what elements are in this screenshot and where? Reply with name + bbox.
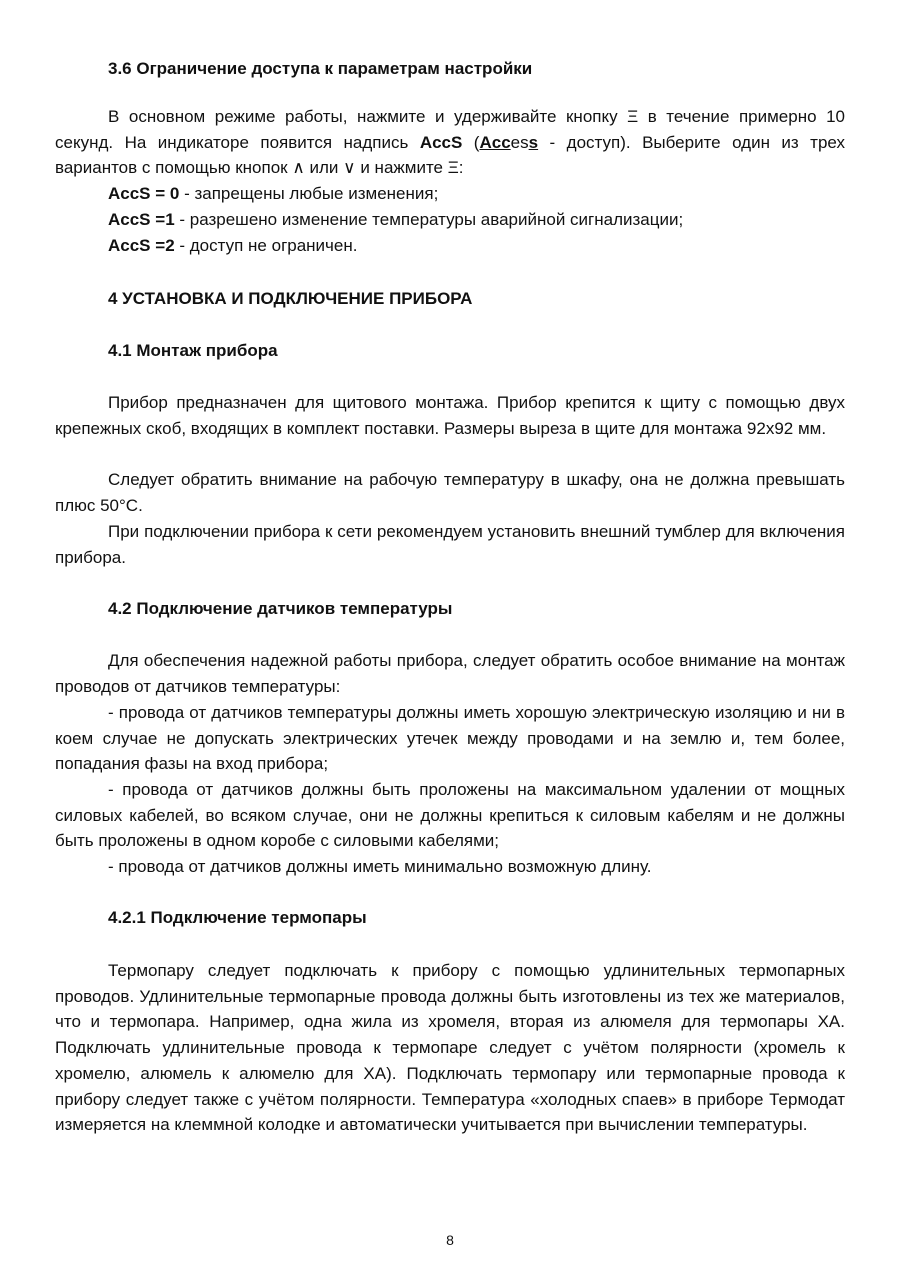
option-description: - запрещены любые изменения; xyxy=(179,184,439,203)
section-4-2-list-item-2: - провода от датчиков должны быть проложены на максимальном удалении от мощных силовых кабелей, во всяком случае, они не должны крепиться к силовым кабелям и не должны быть проложены в одном коробе с силовыми кабелями; xyxy=(55,780,845,851)
section-3-6-heading: 3.6 Ограничение доступа к параметрам настройки xyxy=(108,59,533,78)
section-4-heading: 4 УСТАНОВКА И ПОДКЛЮЧЕНИЕ ПРИБОРА xyxy=(108,289,473,308)
option-description: - разрешено изменение температуры аварийной сигнализации; xyxy=(174,210,684,229)
section-4-1-paragraph-3: При подключении прибора к сети рекомендуем установить внешний тумблер для включения прибора. xyxy=(55,522,845,567)
menu-key-symbol: Ξ xyxy=(627,107,639,126)
text-run: ( xyxy=(462,132,480,152)
option-value: 0 xyxy=(169,184,180,203)
section-4-1-paragraph-2: Следует обратить внимание на рабочую температуру в шкафу, она не должна превышать плюс 50°С. xyxy=(55,470,845,515)
text-run: - доступ). Выберите один из трех вариантов с помощью кнопок xyxy=(55,132,845,178)
accs-code: AccS xyxy=(419,132,463,152)
section-4-1-heading: 4.1 Монтаж прибора xyxy=(108,341,278,360)
menu-key-symbol: Ξ xyxy=(447,158,459,178)
page-number: 8 xyxy=(446,1232,454,1248)
access-option-0 xyxy=(55,181,898,207)
section-4-2-1-heading: 4.2.1 Подключение термопары xyxy=(108,908,367,927)
option-code: AccS = xyxy=(108,210,166,229)
section-3-6-paragraph xyxy=(55,104,845,181)
up-arrow-symbol: ∧ xyxy=(292,158,305,178)
access-abbrev-underlined: s xyxy=(528,132,539,152)
option-description: - доступ не ограничен. xyxy=(174,236,358,255)
text-run: и нажмите xyxy=(355,158,448,178)
text-run: : xyxy=(458,158,464,178)
section-4-2-list-item-3: - провода от датчиков должны иметь минимально возможную длину. xyxy=(108,857,652,876)
section-4-2-list-item-1: - провода от датчиков температуры должны иметь хорошую электрическую изоляцию и ни в коем случае не допускать электрических утечек между проводами и на землю и, тем более, попадания фазы на вход прибора; xyxy=(55,703,845,774)
section-4-1-paragraph-1: Прибор предназначен для щитового монтажа. Прибор крепится к щиту с помощью двух крепежных скоб, входящих в комплект поставки. Размеры выреза в щите для монтажа 92х92 мм. xyxy=(55,393,845,438)
down-arrow-symbol: ∨ xyxy=(343,158,356,178)
text-run: в течение примерно 10 секунд. На индикаторе появится надпись xyxy=(55,107,845,152)
section-4-2-1-paragraph: Термопару следует подключать к прибору с помощью удлинительных термопарных проводов. Удлинительные термопарные провода должны быть изготовлены из тех же материалов, что и термопара. Например, одна жила из хромеля, вторая из алюмеля для термопары ХА. Подключать удлинительные провода к термопаре следует с учётом полярности (хромель к хромелю, алюмель к алюмелю для ХА). Подключать термопару или термопарные провода к прибору следует также с учётом полярности. Температура «холодных спаев» в приборе Термодат измеряется на клеммной колодке и автоматически учитывается при вычислении температуры. xyxy=(55,961,845,1135)
text-run: В основном режиме работы, нажмите и удерживайте кнопку xyxy=(108,107,628,126)
access-option-1 xyxy=(55,207,898,233)
access-abbrev-underlined: Acc xyxy=(479,132,511,152)
text-run: es xyxy=(510,132,529,152)
option-code: AccS = xyxy=(108,236,166,255)
section-4-2-paragraph: Для обеспечения надежной работы прибора, следует обратить особое внимание на монтаж проводов от датчиков температуры: xyxy=(55,651,845,696)
access-option-2 xyxy=(55,233,898,259)
option-code: AccS = xyxy=(108,184,170,203)
option-value: 1 xyxy=(165,210,175,229)
text-run: или xyxy=(304,158,344,178)
section-4-2-heading: 4.2 Подключение датчиков температуры xyxy=(108,599,453,618)
option-value: 2 xyxy=(165,236,175,255)
